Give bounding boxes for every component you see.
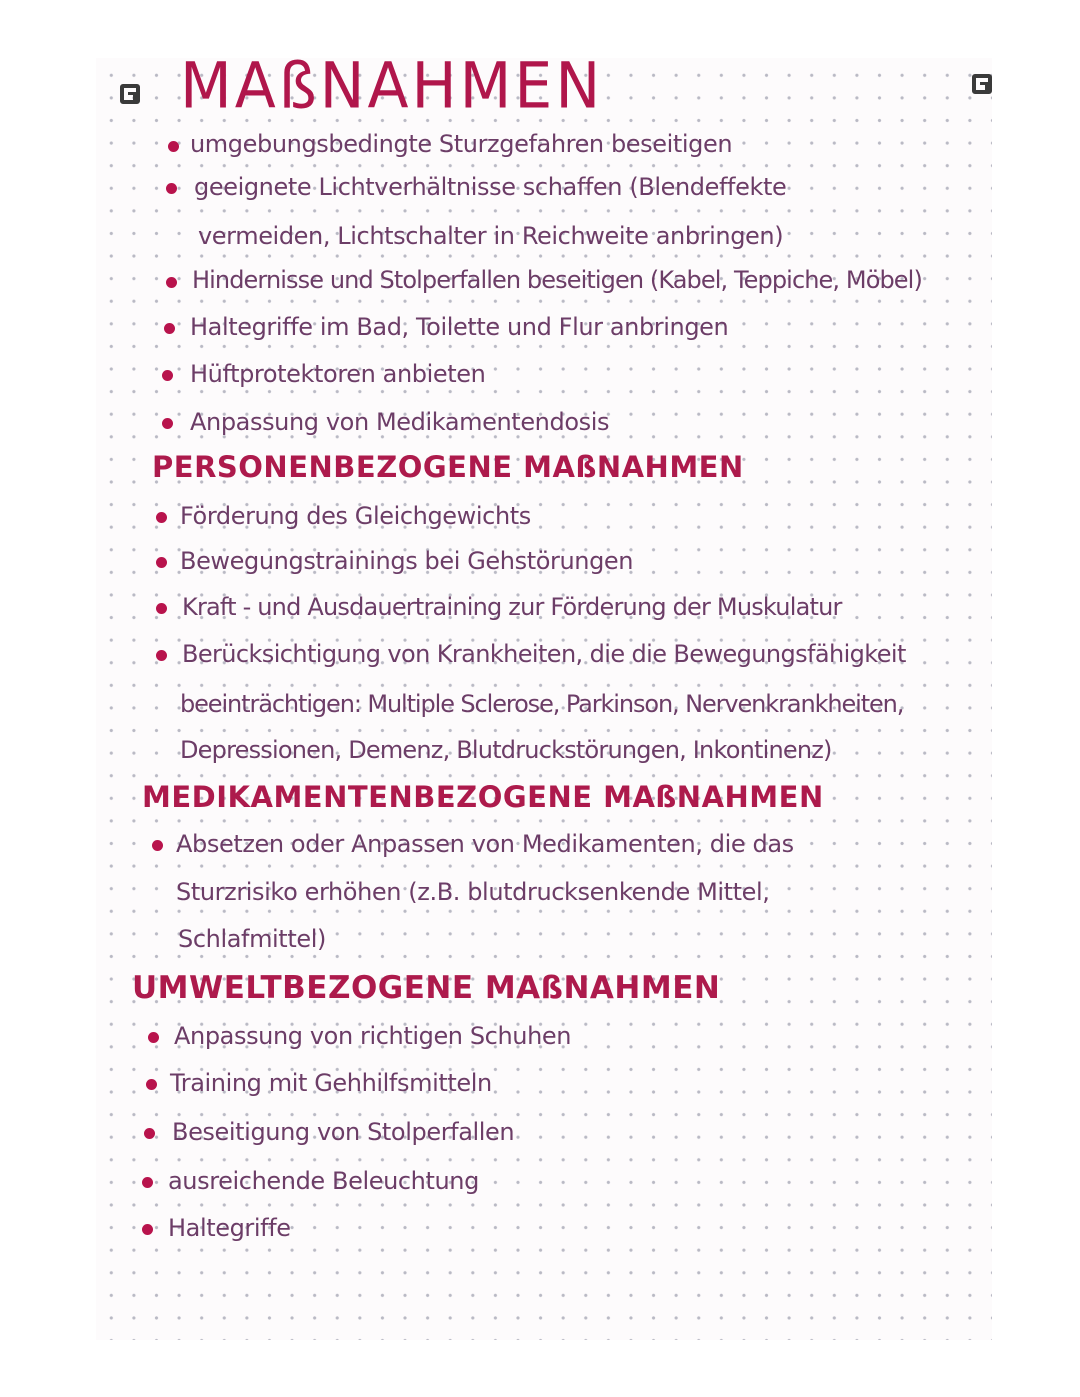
list-item-continuation: vermeiden, Lichtschalter in Reichweite anbringen) bbox=[198, 222, 784, 250]
checkbox-icon bbox=[972, 74, 992, 94]
list-item-continuation: Depressionen, Demenz, Blutdruckstörungen, Inkontinenz) bbox=[180, 736, 832, 764]
bullet-icon bbox=[162, 418, 173, 429]
bullet-icon bbox=[156, 603, 167, 614]
list-item: Haltegriffe im Bad, Toilette und Flur anbringen bbox=[190, 313, 729, 341]
list-item: Bewegungstrainings bei Gehstörungen bbox=[180, 547, 634, 575]
list-item: Haltegriffe bbox=[168, 1214, 291, 1242]
bullet-icon bbox=[144, 1128, 155, 1139]
bullet-icon bbox=[166, 183, 177, 194]
list-item-continuation: Schlafmittel) bbox=[178, 925, 326, 953]
bullet-icon bbox=[166, 277, 177, 288]
section-heading-environment: UMWELTBEZOGENE MAßNAHMEN bbox=[132, 970, 721, 1006]
bullet-icon bbox=[164, 323, 175, 334]
list-item: Förderung des Gleichgewichts bbox=[180, 502, 531, 530]
bullet-icon bbox=[162, 370, 173, 381]
list-item-continuation: beeinträchtigen: Multiple Sclerose, Parkinson, Nervenkrankheiten, bbox=[180, 690, 904, 718]
list-item: geeignete Lichtverhältnisse schaffen (Blendeffekte bbox=[194, 173, 787, 201]
list-item: Training mit Gehhilfsmitteln bbox=[170, 1069, 492, 1097]
bullet-icon bbox=[148, 1032, 159, 1043]
bullet-icon bbox=[156, 512, 167, 523]
list-item: Anpassung von richtigen Schuhen bbox=[174, 1022, 572, 1050]
bullet-icon bbox=[152, 840, 163, 851]
list-item: Berücksichtigung von Krankheiten, die die Bewegungsfähigkeit bbox=[182, 640, 906, 668]
list-item: Hindernisse und Stolperfallen beseitigen (Kabel, Teppiche, Möbel) bbox=[192, 266, 922, 294]
checkbox-icon bbox=[120, 84, 140, 104]
bullet-icon bbox=[156, 650, 167, 661]
bullet-icon bbox=[142, 1224, 153, 1235]
list-item: ausreichende Beleuchtung bbox=[168, 1167, 479, 1195]
section-heading-personal: PERSONENBEZOGENE MAßNAHMEN bbox=[152, 450, 744, 484]
list-item-continuation: Sturzrisiko erhöhen (z.B. blutdrucksenkende Mittel, bbox=[176, 878, 770, 906]
page-title: MAßNAHMEN bbox=[180, 50, 604, 124]
list-item: Beseitigung von Stolperfallen bbox=[172, 1118, 515, 1146]
bullet-icon bbox=[146, 1079, 157, 1090]
list-item: Hüftprotektoren anbieten bbox=[190, 360, 486, 388]
list-item: Kraft - und Ausdauertraining zur Förderung der Muskulatur bbox=[182, 593, 842, 621]
bullet-icon bbox=[142, 1177, 153, 1188]
bullet-icon bbox=[156, 557, 167, 568]
bullet-icon bbox=[168, 141, 179, 152]
list-item: Absetzen oder Anpassen von Medikamenten, die das bbox=[176, 830, 794, 858]
list-item: Anpassung von Medikamentendosis bbox=[190, 408, 610, 436]
list-item: umgebungsbedingte Sturzgefahren beseitigen bbox=[190, 130, 733, 158]
section-heading-medication: MEDIKAMENTENBEZOGENE MAßNAHMEN bbox=[142, 780, 824, 814]
